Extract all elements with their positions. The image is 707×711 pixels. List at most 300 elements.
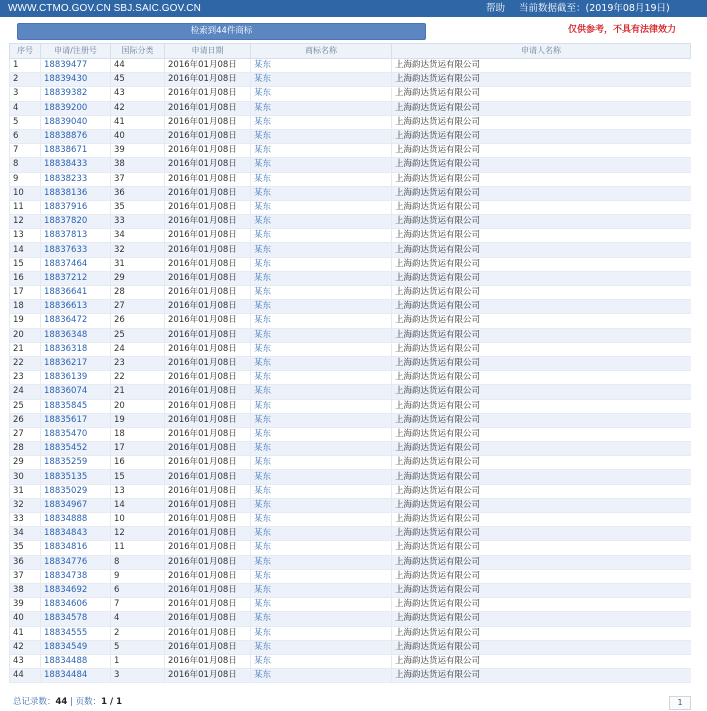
results-table-container [9, 43, 690, 683]
cell-serial: 21 [10, 342, 41, 356]
table-row [10, 442, 691, 456]
cell-reg-number-link[interactable]: 18836139 [41, 371, 111, 385]
table-row [10, 498, 691, 512]
cell-trademark-name-link[interactable]: 某东 [251, 158, 392, 172]
cell-reg-number-link[interactable]: 18838876 [41, 129, 111, 143]
cell-reg-number-link[interactable]: 18835617 [41, 413, 111, 427]
cell-intl-class: 24 [111, 342, 165, 356]
cell-serial: 28 [10, 442, 41, 456]
cell-reg-number-link[interactable]: 18834816 [41, 541, 111, 555]
cell-serial: 7 [10, 144, 41, 158]
cell-reg-number-link[interactable]: 18838671 [41, 144, 111, 158]
table-row [10, 527, 691, 541]
cell-intl-class: 3 [111, 669, 165, 683]
table-row [10, 640, 691, 654]
cell-serial: 26 [10, 413, 41, 427]
table-row [10, 229, 691, 243]
results-table [9, 43, 691, 683]
cell-apply-date: 2016年01月08日 [165, 115, 251, 129]
cell-serial: 34 [10, 527, 41, 541]
cell-apply-date: 2016年01月08日 [165, 144, 251, 158]
cell-serial: 37 [10, 569, 41, 583]
cell-trademark-name-link[interactable]: 某东 [251, 541, 392, 555]
cell-apply-date: 2016年01月08日 [165, 158, 251, 172]
cell-applicant-name: 上海韵达货运有限公司 [392, 527, 691, 541]
top-bar [0, 0, 707, 17]
cell-apply-date: 2016年01月08日 [165, 200, 251, 214]
cell-applicant-name: 上海韵达货运有限公司 [392, 598, 691, 612]
cell-trademark-name-link[interactable]: 某东 [251, 342, 392, 356]
cell-serial: 38 [10, 583, 41, 597]
cell-serial: 12 [10, 215, 41, 229]
disclaimer-text: 仅供参考，不具有法律效力 [568, 25, 677, 35]
table-row [10, 328, 691, 342]
cell-reg-number-link[interactable]: 18838433 [41, 158, 111, 172]
cell-trademark-name-link[interactable]: 某东 [251, 640, 392, 654]
cell-intl-class: 39 [111, 144, 165, 158]
cell-applicant-name: 上海韵达货运有限公司 [392, 356, 691, 370]
cell-reg-number-link[interactable]: 18836318 [41, 342, 111, 356]
cell-apply-date: 2016年01月08日 [165, 640, 251, 654]
table-row [10, 87, 691, 101]
cell-trademark-name-link[interactable]: 某东 [251, 427, 392, 441]
table-row [10, 356, 691, 370]
cell-apply-date: 2016年01月08日 [165, 598, 251, 612]
cell-serial: 40 [10, 612, 41, 626]
cell-intl-class: 22 [111, 371, 165, 385]
cell-reg-number-link[interactable]: 18834967 [41, 498, 111, 512]
total-records-value: 44 [55, 697, 68, 707]
cell-apply-date: 2016年01月08日 [165, 555, 251, 569]
table-row [10, 101, 691, 115]
cell-apply-date: 2016年01月08日 [165, 456, 251, 470]
table-row [10, 314, 691, 328]
cell-reg-number-link[interactable]: 18834555 [41, 626, 111, 640]
cell-trademark-name-link[interactable]: 某东 [251, 527, 392, 541]
cell-applicant-name: 上海韵达货运有限公司 [392, 640, 691, 654]
cell-applicant-name: 上海韵达货运有限公司 [392, 541, 691, 555]
cell-serial: 5 [10, 115, 41, 129]
cell-serial: 27 [10, 427, 41, 441]
table-row [10, 115, 691, 129]
cell-apply-date: 2016年01月08日 [165, 470, 251, 484]
cell-reg-number-link[interactable]: 18834888 [41, 513, 111, 527]
cell-reg-number-link[interactable]: 18837820 [41, 215, 111, 229]
cell-apply-date: 2016年01月08日 [165, 399, 251, 413]
cell-applicant-name: 上海韵达货运有限公司 [392, 484, 691, 498]
cell-applicant-name: 上海韵达货运有限公司 [392, 513, 691, 527]
data-cutoff-date: 当前数据截至：(2019年08月19日) [519, 3, 670, 14]
cell-serial: 14 [10, 243, 41, 257]
cell-applicant-name: 上海韵达货运有限公司 [392, 229, 691, 243]
cell-trademark-name-link[interactable]: 某东 [251, 186, 392, 200]
cell-serial: 3 [10, 87, 41, 101]
cell-apply-date: 2016年01月08日 [165, 257, 251, 271]
cell-trademark-name-link[interactable]: 某东 [251, 229, 392, 243]
cell-reg-number-link[interactable]: 18838233 [41, 172, 111, 186]
table-row [10, 257, 691, 271]
cell-serial: 11 [10, 200, 41, 214]
cell-reg-number-link[interactable]: 18834549 [41, 640, 111, 654]
table-row [10, 654, 691, 668]
cell-trademark-name-link[interactable]: 某东 [251, 442, 392, 456]
cell-intl-class: 4 [111, 612, 165, 626]
cell-apply-date: 2016年01月08日 [165, 172, 251, 186]
table-row [10, 186, 691, 200]
cell-intl-class: 6 [111, 583, 165, 597]
cell-apply-date: 2016年01月08日 [165, 87, 251, 101]
cell-serial: 4 [10, 101, 41, 115]
table-row [10, 144, 691, 158]
cell-trademark-name-link[interactable]: 某东 [251, 243, 392, 257]
cell-apply-date: 2016年01月08日 [165, 342, 251, 356]
cell-trademark-name-link[interactable]: 某东 [251, 569, 392, 583]
cell-apply-date: 2016年01月08日 [165, 215, 251, 229]
cell-reg-number-link[interactable]: 18839382 [41, 87, 111, 101]
cell-reg-number-link[interactable]: 18839040 [41, 115, 111, 129]
cell-serial: 20 [10, 328, 41, 342]
table-row [10, 342, 691, 356]
table-row [10, 243, 691, 257]
cell-trademark-name-link[interactable]: 某东 [251, 257, 392, 271]
table-row [10, 427, 691, 441]
cell-trademark-name-link[interactable]: 某东 [251, 654, 392, 668]
table-header-row [10, 44, 691, 59]
cell-intl-class: 28 [111, 286, 165, 300]
site-domains[interactable]: WWW.CTMO.GOV.CN SBJ.SAIC.GOV.CN [8, 3, 201, 14]
table-row [10, 583, 691, 597]
table-row [10, 612, 691, 626]
cell-trademark-name-link[interactable]: 某东 [251, 612, 392, 626]
table-row [10, 413, 691, 427]
cell-apply-date: 2016年01月08日 [165, 513, 251, 527]
cell-serial: 32 [10, 498, 41, 512]
cell-intl-class: 7 [111, 598, 165, 612]
cell-trademark-name-link[interactable]: 某东 [251, 144, 392, 158]
cell-trademark-name-link[interactable]: 某东 [251, 371, 392, 385]
cell-applicant-name: 上海韵达货运有限公司 [392, 300, 691, 314]
cell-apply-date: 2016年01月08日 [165, 527, 251, 541]
cell-reg-number-link[interactable]: 18837633 [41, 243, 111, 257]
cell-trademark-name-link[interactable]: 某东 [251, 328, 392, 342]
cell-trademark-name-link[interactable]: 某东 [251, 555, 392, 569]
cell-intl-class: 34 [111, 229, 165, 243]
cell-serial: 6 [10, 129, 41, 143]
cell-reg-number-link[interactable]: 18835845 [41, 399, 111, 413]
table-row [10, 541, 691, 555]
cell-intl-class: 44 [111, 59, 165, 73]
cell-apply-date: 2016年01月08日 [165, 101, 251, 115]
table-row [10, 300, 691, 314]
cell-serial: 2 [10, 73, 41, 87]
cell-intl-class: 35 [111, 200, 165, 214]
cell-intl-class: 41 [111, 115, 165, 129]
cell-apply-date: 2016年01月08日 [165, 427, 251, 441]
cell-apply-date: 2016年01月08日 [165, 356, 251, 370]
cell-applicant-name: 上海韵达货运有限公司 [392, 669, 691, 683]
cell-reg-number-link[interactable]: 18838136 [41, 186, 111, 200]
cell-reg-number-link[interactable]: 18834578 [41, 612, 111, 626]
cell-trademark-name-link[interactable]: 某东 [251, 286, 392, 300]
cell-serial: 19 [10, 314, 41, 328]
table-row [10, 626, 691, 640]
cell-intl-class: 11 [111, 541, 165, 555]
cell-intl-class: 45 [111, 73, 165, 87]
cell-trademark-name-link[interactable]: 某东 [251, 513, 392, 527]
cell-applicant-name: 上海韵达货运有限公司 [392, 314, 691, 328]
cell-reg-number-link[interactable]: 18834606 [41, 598, 111, 612]
table-row [10, 399, 691, 413]
cell-trademark-name-link[interactable]: 某东 [251, 456, 392, 470]
cell-intl-class: 23 [111, 356, 165, 370]
table-row [10, 385, 691, 399]
cell-reg-number-link[interactable]: 18835135 [41, 470, 111, 484]
cell-trademark-name-link[interactable]: 某东 [251, 115, 392, 129]
cell-trademark-name-link[interactable]: 某东 [251, 356, 392, 370]
header-reg-number: 申请/注册号 [41, 44, 111, 59]
total-records-label: 总记录数： [13, 697, 56, 707]
cell-apply-date: 2016年01月08日 [165, 186, 251, 200]
pages-label: | 页数： [67, 697, 102, 707]
cell-intl-class: 29 [111, 271, 165, 285]
cell-serial: 31 [10, 484, 41, 498]
cell-intl-class: 26 [111, 314, 165, 328]
cell-applicant-name: 上海韵达货运有限公司 [392, 215, 691, 229]
result-count-bar: 检索到44件商标 [17, 23, 426, 40]
cell-trademark-name-link[interactable]: 某东 [251, 598, 392, 612]
cell-intl-class: 15 [111, 470, 165, 484]
cell-trademark-name-link[interactable]: 某东 [251, 470, 392, 484]
cell-applicant-name: 上海韵达货运有限公司 [392, 470, 691, 484]
page-button-1[interactable]: 1 [669, 696, 691, 710]
cell-reg-number-link[interactable]: 18836641 [41, 286, 111, 300]
cell-intl-class: 38 [111, 158, 165, 172]
table-row [10, 456, 691, 470]
cell-trademark-name-link[interactable]: 某东 [251, 87, 392, 101]
help-link[interactable]: 帮助 [486, 3, 506, 14]
table-body [10, 59, 691, 683]
cell-applicant-name: 上海韵达货运有限公司 [392, 243, 691, 257]
cell-apply-date: 2016年01月08日 [165, 328, 251, 342]
cell-serial: 42 [10, 640, 41, 654]
cell-intl-class: 12 [111, 527, 165, 541]
cell-trademark-name-link[interactable]: 某东 [251, 669, 392, 683]
cell-trademark-name-link[interactable]: 某东 [251, 385, 392, 399]
cell-serial: 1 [10, 59, 41, 73]
cell-serial: 41 [10, 626, 41, 640]
cell-trademark-name-link[interactable]: 某东 [251, 413, 392, 427]
table-row [10, 555, 691, 569]
cell-intl-class: 27 [111, 300, 165, 314]
cell-apply-date: 2016年01月08日 [165, 59, 251, 73]
cell-apply-date: 2016年01月08日 [165, 314, 251, 328]
cell-applicant-name: 上海韵达货运有限公司 [392, 583, 691, 597]
cell-apply-date: 2016年01月08日 [165, 385, 251, 399]
cell-intl-class: 32 [111, 243, 165, 257]
cell-apply-date: 2016年01月08日 [165, 442, 251, 456]
cell-trademark-name-link[interactable]: 某东 [251, 314, 392, 328]
cell-reg-number-link[interactable]: 18834843 [41, 527, 111, 541]
cell-applicant-name: 上海韵达货运有限公司 [392, 115, 691, 129]
cell-applicant-name: 上海韵达货运有限公司 [392, 73, 691, 87]
cell-trademark-name-link[interactable]: 某东 [251, 200, 392, 214]
cell-intl-class: 10 [111, 513, 165, 527]
cell-applicant-name: 上海韵达货运有限公司 [392, 612, 691, 626]
cell-apply-date: 2016年01月08日 [165, 669, 251, 683]
cell-applicant-name: 上海韵达货运有限公司 [392, 569, 691, 583]
cell-intl-class: 16 [111, 456, 165, 470]
table-row [10, 172, 691, 186]
cell-applicant-name: 上海韵达货运有限公司 [392, 555, 691, 569]
cell-serial: 36 [10, 555, 41, 569]
cell-reg-number-link[interactable]: 18835259 [41, 456, 111, 470]
cell-applicant-name: 上海韵达货运有限公司 [392, 385, 691, 399]
cell-serial: 18 [10, 300, 41, 314]
table-row [10, 513, 691, 527]
table-row [10, 129, 691, 143]
header-applicant-name: 申请人名称 [392, 44, 691, 59]
table-row [10, 73, 691, 87]
cell-applicant-name: 上海韵达货运有限公司 [392, 442, 691, 456]
cell-intl-class: 1 [111, 654, 165, 668]
cell-applicant-name: 上海韵达货运有限公司 [392, 498, 691, 512]
header-intl-class: 国际分类 [111, 44, 165, 59]
cell-applicant-name: 上海韵达货运有限公司 [392, 172, 691, 186]
cell-reg-number-link[interactable]: 18837212 [41, 271, 111, 285]
cell-apply-date: 2016年01月08日 [165, 243, 251, 257]
cell-reg-number-link[interactable]: 18834776 [41, 555, 111, 569]
cell-reg-number-link[interactable]: 18835452 [41, 442, 111, 456]
cell-serial: 8 [10, 158, 41, 172]
cell-intl-class: 2 [111, 626, 165, 640]
cell-applicant-name: 上海韵达货运有限公司 [392, 626, 691, 640]
header-apply-date: 申请日期 [165, 44, 251, 59]
cell-serial: 23 [10, 371, 41, 385]
cell-trademark-name-link[interactable]: 某东 [251, 626, 392, 640]
cell-serial: 15 [10, 257, 41, 271]
cell-serial: 22 [10, 356, 41, 370]
cell-trademark-name-link[interactable]: 某东 [251, 484, 392, 498]
cell-reg-number-link[interactable]: 18834692 [41, 583, 111, 597]
cell-apply-date: 2016年01月08日 [165, 271, 251, 285]
cell-intl-class: 13 [111, 484, 165, 498]
cell-intl-class: 21 [111, 385, 165, 399]
cell-applicant-name: 上海韵达货运有限公司 [392, 271, 691, 285]
cell-reg-number-link[interactable]: 18839430 [41, 73, 111, 87]
cell-trademark-name-link[interactable]: 某东 [251, 583, 392, 597]
cell-applicant-name: 上海韵达货运有限公司 [392, 371, 691, 385]
cell-serial: 44 [10, 669, 41, 683]
cell-apply-date: 2016年01月08日 [165, 583, 251, 597]
cell-trademark-name-link[interactable]: 某东 [251, 215, 392, 229]
header-trademark-name: 商标名称 [251, 44, 392, 59]
cell-reg-number-link[interactable]: 18835029 [41, 484, 111, 498]
cell-trademark-name-link[interactable]: 某东 [251, 59, 392, 73]
cell-trademark-name-link[interactable]: 某东 [251, 101, 392, 115]
cell-trademark-name-link[interactable]: 某东 [251, 129, 392, 143]
cell-trademark-name-link[interactable]: 某东 [251, 172, 392, 186]
pages-value: 1 / 1 [101, 697, 122, 707]
cell-reg-number-link[interactable]: 18836348 [41, 328, 111, 342]
cell-intl-class: 43 [111, 87, 165, 101]
cell-applicant-name: 上海韵达货运有限公司 [392, 59, 691, 73]
header-serial: 序号 [10, 44, 41, 59]
cell-apply-date: 2016年01月08日 [165, 229, 251, 243]
cell-intl-class: 8 [111, 555, 165, 569]
cell-apply-date: 2016年01月08日 [165, 612, 251, 626]
cell-trademark-name-link[interactable]: 某东 [251, 399, 392, 413]
cell-apply-date: 2016年01月08日 [165, 626, 251, 640]
cell-serial: 17 [10, 286, 41, 300]
cell-trademark-name-link[interactable]: 某东 [251, 498, 392, 512]
cell-reg-number-link[interactable]: 18834488 [41, 654, 111, 668]
cell-applicant-name: 上海韵达货运有限公司 [392, 342, 691, 356]
cell-intl-class: 40 [111, 129, 165, 143]
cell-applicant-name: 上海韵达货运有限公司 [392, 399, 691, 413]
cell-applicant-name: 上海韵达货运有限公司 [392, 158, 691, 172]
table-row [10, 200, 691, 214]
cell-serial: 43 [10, 654, 41, 668]
cell-applicant-name: 上海韵达货运有限公司 [392, 129, 691, 143]
cell-applicant-name: 上海韵达货运有限公司 [392, 427, 691, 441]
cell-reg-number-link[interactable]: 18837813 [41, 229, 111, 243]
cell-intl-class: 25 [111, 328, 165, 342]
table-row [10, 271, 691, 285]
table-row [10, 669, 691, 683]
cell-applicant-name: 上海韵达货运有限公司 [392, 144, 691, 158]
cell-serial: 39 [10, 598, 41, 612]
cell-intl-class: 20 [111, 399, 165, 413]
cell-apply-date: 2016年01月08日 [165, 541, 251, 555]
cell-applicant-name: 上海韵达货运有限公司 [392, 413, 691, 427]
cell-intl-class: 5 [111, 640, 165, 654]
cell-intl-class: 19 [111, 413, 165, 427]
cell-reg-number-link[interactable]: 18836472 [41, 314, 111, 328]
table-row [10, 569, 691, 583]
cell-serial: 30 [10, 470, 41, 484]
cell-apply-date: 2016年01月08日 [165, 73, 251, 87]
cell-serial: 29 [10, 456, 41, 470]
cell-reg-number-link[interactable]: 18836217 [41, 356, 111, 370]
cell-apply-date: 2016年01月08日 [165, 300, 251, 314]
cell-trademark-name-link[interactable]: 某东 [251, 300, 392, 314]
cell-trademark-name-link[interactable]: 某东 [251, 73, 392, 87]
cell-apply-date: 2016年01月08日 [165, 569, 251, 583]
pagination-summary [13, 696, 122, 708]
cell-serial: 9 [10, 172, 41, 186]
cell-reg-number-link[interactable]: 18839200 [41, 101, 111, 115]
table-row [10, 215, 691, 229]
cell-reg-number-link[interactable]: 18836074 [41, 385, 111, 399]
cell-reg-number-link[interactable]: 18837464 [41, 257, 111, 271]
cell-applicant-name: 上海韵达货运有限公司 [392, 87, 691, 101]
cell-reg-number-link[interactable]: 18834484 [41, 669, 111, 683]
cell-trademark-name-link[interactable]: 某东 [251, 271, 392, 285]
cell-reg-number-link[interactable]: 18839477 [41, 59, 111, 73]
cell-intl-class: 37 [111, 172, 165, 186]
cell-serial: 16 [10, 271, 41, 285]
cell-reg-number-link[interactable]: 18836613 [41, 300, 111, 314]
cell-intl-class: 36 [111, 186, 165, 200]
cell-reg-number-link[interactable]: 18835470 [41, 427, 111, 441]
cell-serial: 35 [10, 541, 41, 555]
cell-reg-number-link[interactable]: 18837916 [41, 200, 111, 214]
cell-applicant-name: 上海韵达货运有限公司 [392, 654, 691, 668]
cell-intl-class: 33 [111, 215, 165, 229]
cell-apply-date: 2016年01月08日 [165, 129, 251, 143]
cell-reg-number-link[interactable]: 18834738 [41, 569, 111, 583]
cell-serial: 24 [10, 385, 41, 399]
